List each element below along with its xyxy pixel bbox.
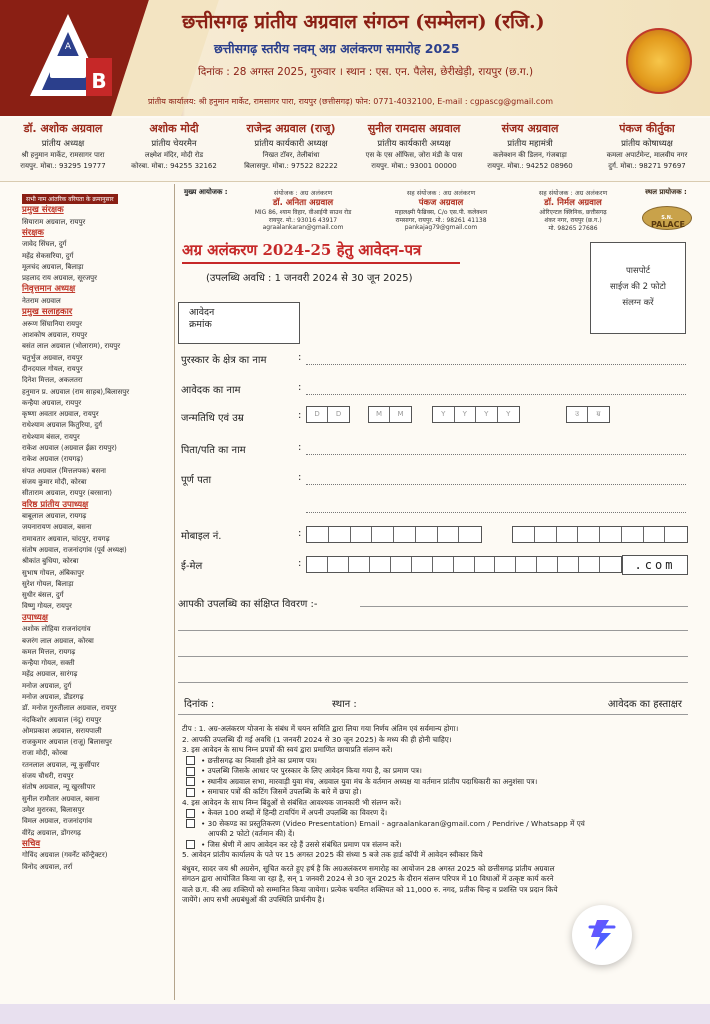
- digit-box[interactable]: [307, 557, 328, 572]
- sidebar-member: मूलचंद अग्रवाल, बिलाड़ा: [22, 262, 84, 271]
- sidebar-member: दीनदयाल गोयल, रायपुर: [22, 364, 83, 373]
- dob-month-2[interactable]: M: [397, 410, 404, 418]
- colon: :: [298, 558, 302, 569]
- digit-box[interactable]: [416, 527, 438, 542]
- sidebar-member: राधेश्याम अग्रवाल कितुरिया, दुर्ग: [22, 421, 103, 430]
- signature-label: आवेदक का हस्ताक्षर: [607, 699, 682, 710]
- officer-address: एस के एस ऑफिस, जोरा मंडी के पास: [365, 151, 463, 159]
- organizer-email: agraalankaran@gmail.com: [262, 224, 344, 231]
- sidebar-member: महेंद्र सेकसरिया, दुर्ग: [22, 251, 74, 260]
- digit-box[interactable]: [578, 527, 600, 542]
- officer-address: लक्ष्मेश मंदिर, मोदी रोड: [144, 151, 204, 159]
- dob-day-1[interactable]: D: [307, 407, 328, 422]
- digit-box[interactable]: [412, 557, 433, 572]
- digit-box[interactable]: [535, 527, 557, 542]
- checkbox[interactable]: [186, 756, 195, 765]
- letterhead: [0, 0, 710, 116]
- ai-assistant-button[interactable]: [572, 905, 632, 965]
- sidebar-list: [22, 205, 174, 873]
- digit-box[interactable]: [454, 557, 475, 572]
- sidebar-member: संजय कुमार मोदी, कोरबा: [22, 477, 87, 486]
- digit-box[interactable]: [438, 527, 460, 542]
- organizer: [518, 188, 628, 232]
- applicant-label: आवेदक का नाम: [181, 385, 241, 396]
- email-label: ई-मेल: [181, 561, 203, 572]
- photo-text: साईज की 2 फोटो: [610, 282, 666, 292]
- officer-name: अशोक मोदी: [149, 122, 199, 135]
- sidebar-member: नंदकिशोर अग्रवाल (नंदू) रायपुर: [22, 715, 102, 724]
- checklist-text: • जिस श्रेणी में आप आवेदन कर रहे हैं उससे संबंधित प्रमाण पत्र संलग्न करें।: [201, 839, 402, 849]
- officer-name: राजेन्द्र अग्रवाल (राजू): [246, 122, 336, 135]
- organizer-phone: रामसागर, रायपुर. मो.: 98261 41138: [395, 217, 487, 224]
- digit-box[interactable]: [622, 527, 644, 542]
- checklist-text: • केवल 100 शब्दों में हिन्दी टायपिंग में अपनी उपलब्धि का विवरण दें।: [201, 808, 388, 817]
- officer-role: प्रांतीय अध्यक्ष: [41, 139, 85, 149]
- checkbox[interactable]: [186, 777, 195, 786]
- organizer-address: महालक्ष्मी फैब्रिक्स, C/o एस.पी. कलेक्शन: [394, 209, 488, 216]
- digit-box[interactable]: [475, 557, 496, 572]
- sidebar-member: सुभाष गोयल, अंबिकापुर: [22, 568, 84, 577]
- sidebar-member: बसंत लाल अग्रवाल (भोलाराम), रायपुर: [22, 342, 121, 351]
- digit-box[interactable]: [537, 557, 558, 572]
- organizer-name: डॉ. निर्मल अग्रवाल: [544, 198, 602, 208]
- photo-box[interactable]: [590, 242, 686, 334]
- sparkle-icon: [587, 918, 617, 952]
- address-row: [178, 472, 710, 532]
- photo-text: पासपोर्ट: [625, 266, 651, 276]
- invitation-paragraph: जायेंगे। आप सभी अग्रबंधुओं की उपस्थिति प्रार्थनीय है।: [182, 895, 325, 904]
- digit-box[interactable]: [665, 527, 687, 542]
- checklist-text: • 30 सेकण्ड का प्रस्तुतिकरण (Video Presentation) Email - agraalankaran@gmail.com / Pendrive / Whatsapp में एवं: [201, 818, 585, 828]
- app-no-label: आवेदन: [189, 307, 215, 318]
- invitation-paragraph: बंधुवर, सादर जय श्री अग्रसेन, सूचित करते हुए हर्ष है कि अग्रअलंकरण समारोह का आयोजन 28 अगस्त 2025 को छत्तीसगढ़ प्रांतीय अग्रवाल: [182, 863, 555, 873]
- sidebar-note: सभी नाम आंतरिक वरियता के क्रमानुसार: [22, 194, 118, 204]
- officer: [352, 121, 476, 171]
- officer: [590, 121, 704, 171]
- sidebar-member: वीरेंद्र अग्रवाल, डोंगरगढ़: [22, 828, 81, 837]
- parent-label: पिता/पति का नाम: [181, 445, 246, 456]
- sidebar-member: संपत अग्रवाल (मित्तलपक) बसना: [22, 466, 106, 475]
- colon: :: [298, 528, 302, 539]
- officer-name: पंकज कीर्तुका: [619, 122, 675, 135]
- colon: :: [298, 472, 302, 483]
- summary-line[interactable]: [360, 606, 688, 607]
- heading-underline: [182, 262, 460, 264]
- sidebar-member: रतनलाल अग्रवाल, न्यू कुर्सीपार: [22, 760, 100, 769]
- digit-box[interactable]: [394, 527, 416, 542]
- sidebar-member: मनोज अग्रवाल, डौंडरगढ़: [22, 692, 84, 701]
- dob-month-boxes[interactable]: [368, 406, 412, 423]
- digit-box[interactable]: [351, 527, 373, 542]
- sidebar-member: कमल मित्तल, रायगढ़: [22, 647, 76, 656]
- officer-role: प्रांतीय चेयरमैन: [151, 139, 197, 149]
- application-form: [178, 184, 710, 1000]
- checkbox[interactable]: [186, 840, 195, 849]
- sidebar-member: सुनील रामौतार अग्रवाल, बसना: [22, 794, 100, 803]
- sidebar-heading: निवृत्तमान अध्यक्ष: [22, 284, 76, 295]
- officer-address: श्री हनुमान मार्केट, रामसागर पारा: [21, 151, 105, 159]
- sidebar-member: संतोष अग्रवाल, राजनांदगांव (पूर्व अध्यक्ष): [22, 545, 127, 554]
- colon: :: [298, 352, 302, 363]
- photo-text: संलग्न करें: [622, 298, 654, 308]
- officer-role: प्रांतीय कार्यकारी अध्यक्ष: [254, 139, 328, 149]
- applicant-row: [178, 382, 710, 398]
- digit-box[interactable]: [372, 527, 394, 542]
- sidebar-member: सुरेश गोयल, बिलाड़ा: [22, 579, 74, 588]
- age-box-2[interactable]: म्र: [596, 410, 601, 418]
- award-area-label: पुरस्कार के क्षेत्र का नाम: [181, 355, 267, 366]
- organizer-address: ओरिएन्टल क्लिनिक, छत्तीसगढ़: [539, 209, 607, 216]
- dob-day-2[interactable]: D: [335, 410, 342, 418]
- summary-label: आपकी उपलब्धि का संक्षिप्त विवरण :-: [178, 599, 318, 610]
- organizer: [376, 188, 506, 231]
- sidebar-member: उमेश मुरारका, बिलासपुर: [22, 805, 85, 814]
- sidebar-member: विष्णु गोयल, रायपुर: [22, 602, 72, 611]
- sidebar-member: गोविंद अग्रवाल (गवर्नेंट कॉन्ट्रैक्टर): [22, 851, 108, 860]
- digit-box[interactable]: [495, 557, 516, 572]
- applicant-field[interactable]: [306, 394, 686, 395]
- organizer-title: सह संयोजक : अग्र अलंकरण: [406, 189, 476, 197]
- mobile-boxes-1[interactable]: [306, 526, 482, 543]
- digit-box[interactable]: [329, 527, 351, 542]
- organization-seal: [626, 28, 692, 94]
- sidebar-member: सुधीर बंसल, दुर्ग: [22, 591, 64, 600]
- digit-box[interactable]: [644, 527, 666, 542]
- address-field-line2[interactable]: [306, 512, 686, 513]
- viewer-bottom-bar: [0, 1004, 710, 1024]
- colon: :: [298, 410, 302, 421]
- organizer-address: MIG 86, श्याम विहार, वीआईपी साउथ रोड: [254, 209, 352, 216]
- officer-phone: रायपुर. मोबा.: 93295 19777: [20, 162, 106, 170]
- officer: [8, 121, 118, 171]
- organizer-phone: रायपुर. मो.: 93016 43917: [268, 217, 338, 224]
- checklist-text: • स्थानीय अग्रवाल सभा, मारवाड़ी युवा मंच, अग्रवाल युवा मंच के वर्तमान अध्यक्ष या वर्तमान प्रांतीय पदाधिकारी का अनुशंसा पत्र।: [201, 776, 538, 786]
- sidebar-member: संजय चौधरी, रायपुर: [22, 772, 74, 781]
- parent-row: [178, 442, 710, 458]
- digit-box[interactable]: [370, 557, 391, 572]
- age-boxes[interactable]: [566, 406, 610, 423]
- officer-phone: बिलासपुर. मोबा.: 97522 82222: [244, 162, 338, 170]
- sidebar-member: राजकुमार अग्रवाल (राजू) बिलासपुर: [22, 738, 112, 747]
- officer-name: सुनील रामदास अग्रवाल: [367, 122, 461, 135]
- sidebar-member: राजा मोदी, कोरबा: [22, 749, 68, 758]
- digit-box[interactable]: [349, 557, 370, 572]
- award-area-row: [178, 352, 710, 368]
- palace-logo: S.N.: [642, 206, 692, 230]
- sidebar-member: आशकोष अग्रवाल, रायपुर: [22, 331, 88, 340]
- officer-phone: कोरबा. मोबा.: 94255 32162: [131, 162, 217, 170]
- officer-role: प्रांतीय महामंत्री: [507, 139, 553, 149]
- dob-year-2[interactable]: Y: [455, 407, 477, 422]
- officer-role: प्रांतीय कोषाध्यक्ष: [621, 139, 673, 149]
- organizer-name: पंकज अग्रवाल: [418, 198, 464, 208]
- invitation-paragraph: संगठन द्वारा आयोजित किया जा रहा है, सन् 1 जनवरी 2024 से 30 जून 2025 के दौरान संलग्न परिपत्र में 10 विधाओं में उत्कृष्ट कार्य करने: [182, 874, 554, 883]
- dob-month-1[interactable]: M: [369, 407, 390, 422]
- officer-address: निखत टॉवर, तेलीबांधा: [262, 151, 320, 159]
- officer-name: संजय अग्रवाल: [501, 122, 559, 135]
- sidebar-member: रामावतार अग्रवाल, चांदपुर, रायगढ़: [22, 534, 110, 543]
- summary-line[interactable]: [178, 630, 688, 631]
- place-label: स्थान :: [332, 699, 357, 710]
- sidebar-member: विमल अग्रवाल, राजनांदगांव: [22, 817, 92, 826]
- sidebar-member: राधेश्याम बंसल, रायपुर: [22, 432, 80, 441]
- digit-box[interactable]: [513, 527, 535, 542]
- summary-line[interactable]: [178, 656, 688, 657]
- sidebar-member: कन्हैया अग्रवाल, रायपुर: [22, 398, 82, 407]
- checkbox[interactable]: [186, 767, 195, 776]
- digit-box[interactable]: [391, 557, 412, 572]
- note: 2. आपकी उपलब्धि दी गई अवधि (1 जनवरी 2024 से 30 जून 2025) के मध्य की ही होनी चाहिए।: [182, 734, 452, 744]
- sidebar-member: दिनेश मित्तल, अकलतरा: [22, 376, 83, 385]
- dob-year-boxes[interactable]: [432, 406, 520, 423]
- sidebar-member: मनोज अग्रवाल, दुर्ग: [22, 681, 72, 690]
- organizer: [244, 188, 362, 231]
- checkbox[interactable]: [186, 819, 195, 828]
- achievement-period: (उपलब्धि अवधि : 1 जनवरी 2024 से 30 जून 2025): [206, 273, 413, 284]
- sidebar-member: हनुमान प्र. अग्रवाल (राम साहब),बिलासपुर: [22, 387, 130, 396]
- venue-sponsor-label: स्थल प्रायोजक :: [645, 188, 687, 196]
- sidebar-member: चतुर्भुज अग्रवाल, रायपुर: [22, 353, 83, 362]
- sidebar-member: अरूण सिंघानिया रायपुर: [22, 319, 82, 328]
- officer-phone: रायपुर. मोबा.: 94252 08960: [487, 162, 573, 170]
- award-area-field[interactable]: [306, 364, 686, 365]
- app-no-label: क्रमांक: [189, 319, 212, 330]
- invitation-paragraph: वाले छ.ग. की अग्र शक्तियों को सम्मानित किया जायेगा। प्रत्येक चयनित शक्तियत को 11,000 रु. नगद, प्रतीक चिन्ह व प्रशस्ति पत्र प्रदान किये: [182, 884, 558, 894]
- summary-line[interactable]: [178, 682, 688, 683]
- digit-box[interactable]: [579, 557, 600, 572]
- sidebar-heading: प्रमुख संरक्षक: [22, 205, 64, 215]
- checklist-text: • उपलब्धि जिसके आधार पर पुरस्कार के लिए आवेदन किया गया है, का प्रमाण पत्र।: [201, 766, 422, 775]
- svg-text:B: B: [91, 69, 107, 93]
- organizers-label: मुख्य आयोजक :: [184, 188, 228, 196]
- checklist-item: [182, 819, 692, 830]
- digit-box[interactable]: [459, 527, 481, 542]
- address-field-line1[interactable]: [306, 484, 686, 485]
- note: 5. आवेदन प्रांतीय कार्यालय के पते पर 15 अगस्त 2025 की संध्या 5 बजे तक हार्ड कॉपी में आवेदन स्वीकार किये: [182, 850, 483, 859]
- sidebar-member: जावेद सिंघल, दुर्ग: [22, 240, 67, 249]
- digit-box[interactable]: [557, 527, 579, 542]
- checklist-item: [182, 777, 692, 788]
- digit-box[interactable]: [307, 527, 329, 542]
- checklist-item: [182, 787, 692, 798]
- age-box-1[interactable]: उ: [567, 407, 588, 422]
- digit-box[interactable]: [516, 557, 537, 572]
- officers-strip: [0, 118, 710, 182]
- note: टीप : 1. अग्र-अलंकरण योजना के संबंध में चयन समिति द्वारा लिया गया निर्णय अंतिम एवं सर्वमान्य होगा।: [182, 724, 459, 733]
- officer-phone: रायपुर. मोबा.: 93001 00000: [371, 162, 457, 170]
- digit-box[interactable]: [558, 557, 579, 572]
- officer: [232, 121, 350, 171]
- dob-day-boxes[interactable]: [306, 406, 350, 423]
- officer-address: कलेक्शन की डिलन, गंजबाड़ा: [493, 151, 567, 159]
- sidebar-member: नेतराम अग्रवाल: [22, 296, 61, 305]
- organizer-email: मो. 98265 27686: [548, 225, 598, 232]
- application-number-box[interactable]: [178, 302, 300, 344]
- officer-phone: दुर्ग. मोबा.: 98271 97697: [608, 162, 686, 170]
- mobile-label: मोबाइल नं.: [181, 531, 222, 542]
- organizer-phone: शंकर नगर, रायपुर (छ.ग.): [544, 217, 602, 224]
- sidebar-member: कन्हैया गोयल, सक्ती: [22, 659, 75, 668]
- digit-box[interactable]: [433, 557, 454, 572]
- officer-name: डॉ. अशोक अग्रवाल: [23, 122, 103, 135]
- sidebar-member: कृष्णा अवतार अग्रवाल, रायपुर: [22, 410, 99, 419]
- dob-year-4[interactable]: Y: [506, 410, 511, 418]
- sidebar-member: राकेश अग्रवाल (अग्रवाल ईक्रा रायपुर): [22, 444, 117, 453]
- sidebar-member: संतोष अग्रवाल, न्यू खुरसीपार: [22, 783, 96, 792]
- parent-field[interactable]: [306, 454, 686, 455]
- organizer-title: संयोजक : अग्र अलंकरण: [273, 189, 333, 197]
- organizer-email: pankajag79@gmail.com: [404, 224, 478, 231]
- sidebar-member: बाबूलाल अग्रवाल, रायगढ़: [22, 512, 87, 521]
- digit-box[interactable]: [600, 527, 622, 542]
- notes-section: [182, 724, 692, 906]
- checklist-item: [182, 840, 692, 851]
- note: 3. इस आवेदन के साथ निम्न प्रपत्रों की स्वयं द्वारा प्रमाणित छायाप्रति संलग्न करें।: [182, 745, 393, 754]
- checklist-text: • समाचार पत्रों की कटिंग जिसमें उपलब्धि के बारे में छपा हो।: [201, 787, 362, 796]
- date-label: दिनांक :: [184, 699, 215, 710]
- officer: [478, 121, 582, 171]
- sidebar-member: विनोद अग्रवाल, तर्रा: [22, 862, 73, 871]
- event-subtitle: छत्तीसगढ़ स्तरीय नवम् अग्र अलंकरण समारोह 2025: [214, 41, 460, 56]
- office-contact: प्रांतीय कार्यालय: श्री हनुमान मार्केट, रामसागर पारा, रायपुर (छत्तीसगढ़) फोन: 0771-4032100, E-mail : cgpascg@gmail.com: [148, 97, 554, 106]
- sidebar-heading: सचिव: [22, 838, 41, 849]
- sidebar-member: प्रहलाद राय अग्रवाल, सूरजपुर: [22, 274, 97, 283]
- sidebar-member: बजरंग लाल अग्रवाल, कोरबा: [22, 636, 94, 645]
- dob-label: जन्मतिथि एवं उम्र: [181, 413, 244, 424]
- checklist-item: [182, 756, 692, 767]
- event-date-venue: दिनांक : 28 अगस्त 2025, गुरुवार । स्थान : एस. एन. पैलेस, छेरीखेड़ी, रायपुर (छ.ग.): [198, 66, 534, 78]
- checklist-item: [182, 766, 692, 777]
- sidebar-member: ओमप्रकाश अग्रवाल, सरायपाली: [22, 726, 102, 735]
- note: 4. इस आवेदन के साथ निम्न बिंदुओं से संबंधित आवश्यक जानकारी भी संलग्न करें।: [182, 797, 402, 807]
- sidebar-member: अशोक लोहिया राजनांदगांव: [22, 625, 91, 634]
- sidebar-member: राकेश अग्रवाल (रायगढ़): [22, 455, 84, 464]
- sidebar-member: सियाराम अग्रवाल, रायपुर: [22, 217, 86, 226]
- members-sidebar: [0, 184, 175, 1000]
- checklist-item: [182, 808, 692, 819]
- sidebar-heading: संरक्षक: [22, 227, 44, 238]
- form-heading: अग्र अलंकरण 2024-25 हेतु आवेदन-पत्र: [182, 241, 422, 259]
- officer: [124, 121, 224, 171]
- dob-year-3[interactable]: Y: [476, 407, 498, 422]
- sidebar-heading: प्रमुख सलाहकार: [22, 307, 73, 318]
- sidebar-member: डॉ. मनोज गुरुतीलाल अग्रवाल, रायपुर: [22, 704, 117, 713]
- organizer-name: डॉ. अनिता अग्रवाल: [272, 198, 334, 208]
- email-suffix: .com: [622, 555, 688, 575]
- divider: [178, 714, 688, 715]
- address-label: पूर्ण पता: [181, 475, 212, 486]
- officer-address: कमला अपार्टमेन्ट, मालवीय नगर: [606, 151, 688, 159]
- email-boxes[interactable]: [306, 556, 622, 573]
- colon: :: [298, 382, 302, 393]
- officer-role: प्रांतीय कार्यकारी अध्यक्ष: [377, 139, 451, 149]
- colon: :: [298, 442, 302, 453]
- sidebar-member: महेंद्र अग्रवाल, सारंगढ़: [22, 670, 78, 679]
- organizer-title: सह संयोजक : अग्र अलंकरण: [538, 189, 608, 197]
- sidebar-member: जयनारायण अग्रवाल, बसना: [22, 523, 92, 532]
- sidebar-heading: वरिष्ठ प्रांतीय उपाध्यक्ष: [22, 499, 89, 510]
- sidebar-member: श्रीकांत बुधिया, कोरबा: [22, 557, 79, 566]
- checkbox[interactable]: [186, 788, 195, 797]
- sidebar-member: सीताराम अग्रवाल, रायपुर (बरसाना): [22, 489, 112, 498]
- organization-title: छत्तीसगढ़ प्रांतीय अग्रवाल संगठन (सम्मेलन) (रजि.): [182, 11, 545, 33]
- palace-name: PALACE: [651, 220, 685, 229]
- sidebar-heading: उपाध्यक्ष: [22, 612, 48, 623]
- dob-year-1[interactable]: Y: [433, 407, 455, 422]
- checklist-text: • छत्तीसगढ़ का निवासी होने का प्रमाण पत्र।: [201, 755, 317, 765]
- checklist-text-cont: आपकी 2 फोटो (वर्तमान की) दें।: [208, 829, 295, 838]
- digit-box[interactable]: [328, 557, 349, 572]
- svg-text:A: A: [64, 42, 72, 52]
- organization-logo: [20, 8, 152, 108]
- mobile-boxes-2[interactable]: [512, 526, 688, 543]
- checkbox[interactable]: [186, 809, 195, 818]
- digit-box[interactable]: [600, 557, 621, 572]
